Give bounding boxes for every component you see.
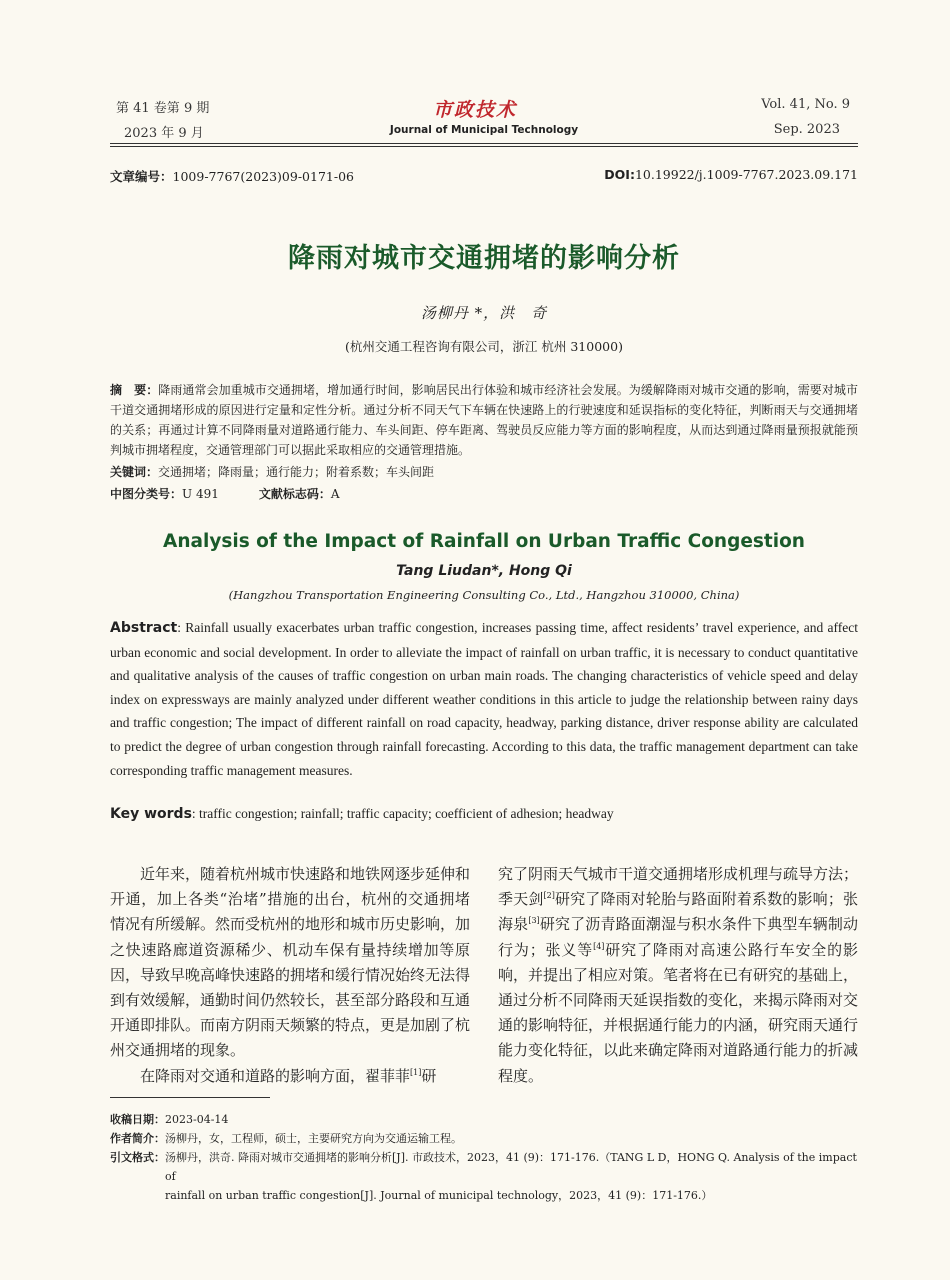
keywords-cn-label: 关键词： [110,465,159,479]
author-bio-value: 汤柳丹，女，工程师，硕士，主要研究方向为交通运输工程。 [165,1132,462,1145]
title-cn: 降雨对城市交通拥堵的影响分析 [288,243,680,274]
authors-cn: 汤柳丹 *，洪 奇 [420,304,548,322]
footnote-rule [110,1097,270,1098]
keywords-en-label: Key words [110,806,192,822]
journal-name-en: Journal of Municipal Technology [389,124,579,136]
received-date [110,1110,860,1129]
citation-3[interactable]: [3] [528,916,540,926]
body-paragraph-2-end: 研 [421,1066,437,1085]
date-cn: 2023 年 9 月 [124,126,204,141]
volume-issue-en: Vol. 41, No. 9 [761,97,850,112]
date-en: Sep. 2023 [773,122,840,137]
classification [110,484,858,504]
title-en: Analysis of the Impact of Rainfall on Urban Traffic Congestion [163,531,805,552]
citation-1[interactable]: [1] [410,1067,422,1077]
body-right-column [498,862,858,1089]
affiliation-cn: (杭州交通工程咨询有限公司，浙江 杭州 310000) [345,339,623,354]
abstract-cn-label: 摘 要： [110,383,159,397]
body-left-column [110,862,470,1089]
citation-format-line1: 汤柳丹，洪奇. 降雨对城市交通拥堵的影响分析[J]. 市政技术，2023，41 (9)：171-176.（TANG L D，HONG Q. Analysis of the impact of [165,1151,857,1183]
doc-code-label: 文献标志码： [258,487,331,501]
abstract-en [110,616,858,782]
abstract-cn [110,380,858,460]
author-bio-label: 作者简介： [110,1132,165,1145]
body-paragraph-2 [110,1064,470,1089]
doi-value: 10.19922/j.1009-7767.2023.09.171 [634,167,858,182]
doc-code-value: A [330,487,340,501]
header-rule-bottom [110,146,858,147]
keywords-en [110,806,858,822]
affiliation-en: (Hangzhou Transportation Engineering Consulting Co., Ltd., Hangzhou 310000, China) [228,588,740,602]
citation-2[interactable]: [2] [543,891,555,901]
body-right-text-c: 研究了沥青路面潮湿与积水条件下典型车辆制动行为；张义等 [498,915,858,959]
body-right-text-a: 究了阴雨天气城市干道交通拥堵形成机理与疏导方法；季天剑 [498,865,859,909]
authors-en: Tang Liudan*, Hong Qi [396,563,572,579]
article-number-label: 文章编号： [110,169,173,184]
citation-format-line2: rainfall on urban traffic congestion[J]. Journal of municipal technology，2023，41 (9)：171-176.） [165,1189,713,1202]
volume-issue-cn: 第 41 卷第 9 期 [116,101,210,116]
doi-label: DOI: [604,167,635,182]
body-paragraph-2-cont [498,862,858,1089]
author-bio [110,1129,860,1148]
body-paragraph-2-text: 在降雨对交通和道路的影响方面，翟菲菲 [140,1066,411,1085]
journal-logo: 市政技术 [432,99,517,121]
body-right-text-d: 研究了降雨对高速公路行车安全的影响，并提出了相应对策。笔者将在已有研究的基础上，通过分析不同降雨天延误指数的变化，来揭示降雨对交通的影响特征，并根据通行能力的内涵，研究雨天通行能力变化特征，以此来确定降雨对道路通行能力的折减程度。 [498,940,859,1085]
article-number-value: 1009-7767(2023)09-0171-06 [172,169,354,184]
citation-4[interactable]: [4] [593,941,605,951]
abstract-cn-text: 降雨通常会加重城市交通拥堵，增加通行时间，影响居民出行体验和城市经济社会发展。为缓解降雨对城市交通的影响，需要对城市干道交通拥堵形成的原因进行定量和定性分析。通过分析不同天气下车辆在快速路上的行驶速度和延误指标的变化特征，判断雨天与交通拥堵的关系；再通过计算不同降雨量对道路通行能力、车头间距、停车距离、驾驶员反应能力等方面的影响程度，从而达到通过降雨量预报就能预判城市拥堵程度，交通管理部门可以据此采取相应的交通管理措施。 [110,383,858,457]
header-rule-top [110,143,858,144]
abstract-en-label: Abstract [110,620,178,636]
body-paragraph-1: 近年来，随着杭州城市快速路和地铁网逐步延伸和开通，加上各类“治堵”措施的出台，杭州的交通拥堵情况有所缓解。然而受杭州的地形和城市历史影响，加之快速路廊道资源稀少、机动车保有量持续增加等原因，导致早晚高峰快速路的拥堵和缓行情况始终无法得到有效缓解，通勤时间仍然较长，甚至部分路段和互通开通即排队。而南方阴雨天频繁的特点，更是加剧了杭州交通拥堵的现象。 [110,865,471,1060]
keywords-cn-text: 交通拥堵；降雨量；通行能力；附着系数；车头间距 [158,465,435,479]
citation-format [110,1148,860,1205]
clc-value: U 491 [182,487,219,501]
abstract-en-text: : Rainfall usually exacerbates urban traffic congestion, increases passing time, affect residents’ travel experience, and affect urban economic and social development. In order to alleviate the impact of rainfall on urban traffic, it is necessary to conduct quantitative and qualitative analysis of the causes of traffic congestion on urban main roads. The changing characteristics of vehicle speed and delay index on expressways are mainly analyzed under different weather conditions in this article to judge the relationship between rainy days and traffic congestion; The impact of different rainfall on road capacity, headway, parking distance, driver response ability are calculated to predict the degree of urban congestion through rainfall forecasting. According to this data, the traffic management department can take corresponding traffic management measures. [110,620,858,778]
article-number [110,167,354,185]
body-right-text-b: 研究了降雨对轮胎与路面附着系数的影响；张海泉 [498,890,858,934]
keywords-en-text: : traffic congestion; rainfall; traffic capacity; coefficient of adhesion; headway [191,806,614,821]
doi[interactable] [604,167,858,182]
received-date-value: 2023-04-14 [165,1113,229,1126]
keywords-cn [110,462,858,482]
citation-format-label: 引文格式： [110,1151,165,1164]
clc-label: 中图分类号： [110,487,183,501]
received-date-label: 收稿日期： [110,1113,165,1126]
footnotes [110,1110,860,1205]
